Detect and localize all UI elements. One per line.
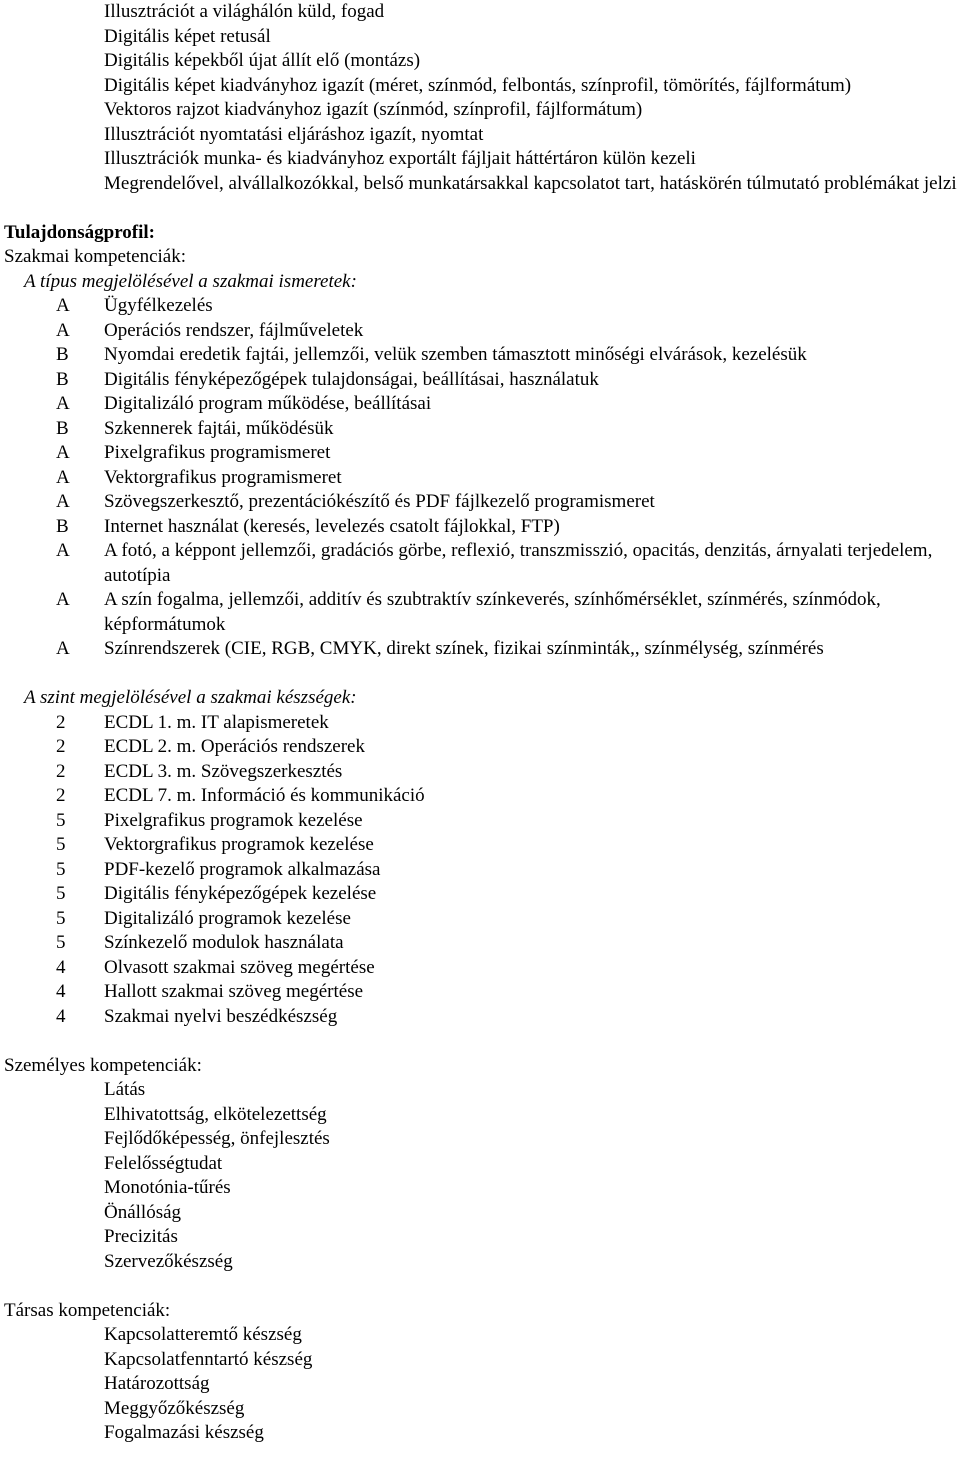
knowledge-code: A [56, 540, 70, 561]
skills-row [0, 907, 960, 932]
social-item: Határozottság [104, 1373, 210, 1394]
skills-code: 5 [56, 834, 66, 855]
skills-row [0, 1005, 960, 1030]
personal-item: Elhivatottság, elkötelezettség [104, 1103, 327, 1125]
knowledge-code: A [56, 319, 70, 341]
knowledge-text: Szövegszerkesztő, prezentációkészítő és PDF fájlkezelő programismeret [104, 491, 655, 512]
skills-code: 4 [56, 956, 66, 978]
knowledge-text: Ügyfélkezelés [104, 295, 213, 316]
social-item: Meggyőzőkészség [104, 1397, 245, 1419]
skills-text: Hallott szakmai szöveg megértése [104, 981, 364, 1002]
personal-item: Látás [104, 1079, 146, 1100]
knowledge-code: A [56, 638, 70, 659]
knowledge-row [0, 466, 960, 491]
knowledge-row [0, 368, 960, 393]
skills-heading: A szint megjelölésével a szakmai készségek: [24, 687, 357, 708]
knowledge-list [0, 294, 960, 662]
skills-text: Szakmai nyelvi beszédkészség [104, 1005, 338, 1027]
skills-text: Digitalizáló programok kezelése [104, 907, 351, 929]
personal-list [0, 1078, 960, 1274]
skills-code: 5 [56, 932, 66, 953]
task-item: Illusztrációt a világhálón küld, fogad [104, 1, 385, 22]
task-item: Digitális képet retusál [104, 25, 271, 47]
personal-item: Precizitás [104, 1226, 178, 1247]
skills-row [0, 711, 960, 736]
social-list [0, 1323, 960, 1446]
knowledge-text: A szín fogalma, jellemzői, additív és szubtraktív színkeverés, színhőmérséklet, színmérés, színmódok, képformátumok [104, 589, 881, 635]
spacer [0, 196, 960, 221]
skills-text: Digitális fényképezőgépek kezelése [104, 883, 377, 904]
social-item: Fogalmazási készség [104, 1422, 264, 1443]
skills-row [0, 784, 960, 809]
knowledge-text: Vektorgrafikus programismeret [104, 466, 342, 488]
skills-text: Színkezelő modulok használata [104, 932, 344, 953]
personal-item: Szervezőkészség [104, 1250, 233, 1272]
task-item: Illusztrációk munka- és kiadványhoz exportált fájljait háttértáron külön kezeli [104, 148, 696, 169]
skills-text: Vektorgrafikus programok kezelése [104, 834, 374, 855]
skills-row [0, 735, 960, 760]
spacer [0, 1274, 960, 1299]
knowledge-row [0, 588, 960, 637]
knowledge-row [0, 539, 960, 588]
knowledge-row [0, 441, 960, 466]
spacer [0, 662, 960, 687]
knowledge-code: A [56, 442, 70, 463]
knowledge-text: Internet használat (keresés, levelezés csatolt fájlokkal, FTP) [104, 515, 560, 537]
skills-row [0, 882, 960, 907]
knowledge-row [0, 319, 960, 344]
skills-row [0, 980, 960, 1005]
task-list [0, 0, 960, 196]
skills-list [0, 711, 960, 1030]
personal-item: Fejlődőképesség, önfejlesztés [104, 1128, 330, 1149]
knowledge-code: B [56, 417, 69, 439]
skills-code: 2 [56, 785, 66, 806]
skills-text: PDF-kezelő programok alkalmazása [104, 858, 381, 880]
skills-code: 5 [56, 883, 66, 904]
knowledge-code: A [56, 491, 70, 512]
knowledge-row [0, 515, 960, 540]
task-item: Illusztrációt nyomtatási eljáráshoz igazít, nyomtat [104, 123, 484, 145]
skills-text: ECDL 1. m. IT alapismeretek [104, 711, 329, 733]
social-heading: Társas kompetenciák: [4, 1299, 171, 1321]
skills-text: Pixelgrafikus programok kezelése [104, 809, 363, 831]
skills-code: 4 [56, 981, 66, 1002]
task-item: Digitális képekből újat állít elő (montázs) [104, 50, 421, 71]
spacer [0, 1029, 960, 1054]
knowledge-row [0, 417, 960, 442]
skills-text: ECDL 2. m. Operációs rendszerek [104, 736, 365, 757]
skills-row [0, 760, 960, 785]
knowledge-text: Operációs rendszer, fájlműveletek [104, 319, 364, 341]
profile-heading: Tulajdonságprofil: [4, 221, 155, 243]
personal-item: Felelősségtudat [104, 1152, 223, 1174]
knowledge-text: A fotó, a képpont jellemzői, gradációs görbe, reflexió, transzmisszió, opacitás, denzitás, árnyalati terjedelem, autotípia [104, 540, 933, 586]
social-item: Kapcsolatteremtő készség [104, 1324, 302, 1345]
skills-row [0, 809, 960, 834]
knowledge-row [0, 637, 960, 662]
skills-row [0, 931, 960, 956]
knowledge-code: A [56, 295, 70, 316]
skills-code: 4 [56, 1005, 66, 1027]
knowledge-row [0, 294, 960, 319]
skills-code: 5 [56, 858, 66, 880]
knowledge-text: Pixelgrafikus programismeret [104, 442, 331, 463]
personal-item: Monotónia-tűrés [104, 1177, 231, 1198]
professional-heading: Szakmai kompetenciák: [4, 246, 187, 267]
task-item: Digitális képet kiadványhoz igazít (méret, színmód, felbontás, színprofil, tömörítés, fájlformátum) [104, 74, 852, 96]
knowledge-code: A [56, 466, 70, 488]
skills-text: ECDL 7. m. Információ és kommunikáció [104, 785, 425, 806]
skills-code: 2 [56, 736, 66, 757]
knowledge-code: B [56, 515, 69, 537]
knowledge-row [0, 392, 960, 417]
social-item: Kapcsolatfenntartó készség [104, 1348, 313, 1370]
knowledge-text: Szkennerek fajtái, működésük [104, 417, 334, 439]
knowledge-text: Színrendszerek (CIE, RGB, CMYK, direkt színek, fizikai színminták,, színmélység, színmérés [104, 638, 824, 659]
knowledge-text: Digitalizáló program működése, beállításai [104, 393, 432, 414]
skills-row [0, 956, 960, 981]
skills-text: ECDL 3. m. Szövegszerkesztés [104, 760, 343, 782]
task-item: Vektoros rajzot kiadványhoz igazít (színmód, színprofil, fájlformátum) [104, 99, 643, 120]
skills-code: 2 [56, 760, 66, 782]
knowledge-row [0, 343, 960, 368]
skills-row [0, 833, 960, 858]
knowledge-code: B [56, 368, 69, 390]
knowledge-text: Nyomdai eredetik fajtái, jellemzői, velük szemben támasztott minőségi elvárások, kezelésük [104, 344, 807, 365]
skills-row [0, 858, 960, 883]
skills-code: 5 [56, 809, 66, 831]
personal-item: Önállóság [104, 1201, 182, 1223]
knowledge-code: B [56, 344, 69, 365]
knowledge-row [0, 490, 960, 515]
skills-text: Olvasott szakmai szöveg megértése [104, 956, 375, 978]
skills-code: 5 [56, 907, 66, 929]
knowledge-code: A [56, 589, 70, 610]
task-item: Megrendelővel, alvállalkozókkal, belső munkatársakkal kapcsolatot tart, hatáskörén túlmutató problémákat jelzi [104, 172, 957, 194]
personal-heading: Személyes kompetenciák: [4, 1054, 202, 1076]
skills-code: 2 [56, 711, 66, 733]
knowledge-text: Digitális fényképezőgépek tulajdonságai, beállításai, használatuk [104, 368, 599, 390]
knowledge-code: A [56, 393, 70, 414]
knowledge-heading: A típus megjelölésével a szakmai ismeretek: [24, 270, 357, 292]
